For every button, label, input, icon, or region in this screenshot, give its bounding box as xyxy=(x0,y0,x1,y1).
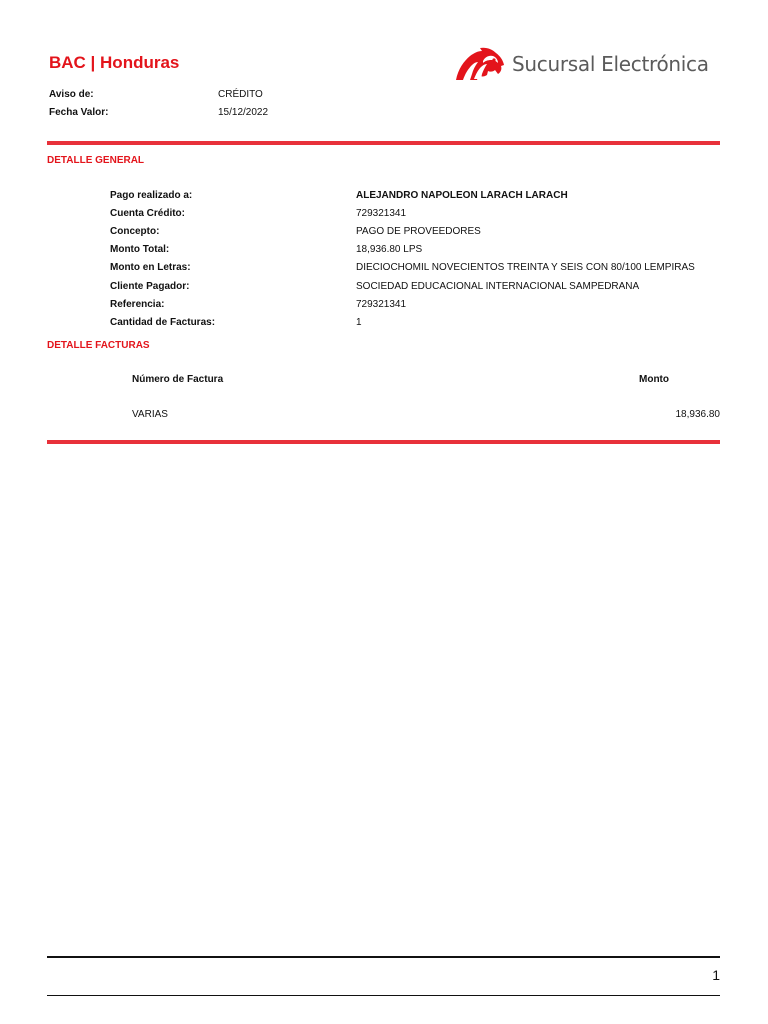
detail-value: 1 xyxy=(356,317,362,328)
detalle-facturas-title: DETALLE FACTURAS xyxy=(47,340,150,351)
detail-label: Monto Total: xyxy=(110,244,170,255)
detail-value: DIECIOCHOMIL NOVECIENTOS TREINTA Y SEIS CON 80/100 LEMPIRAS xyxy=(356,262,695,273)
detail-label: Monto en Letras: xyxy=(110,262,191,273)
aviso-label: Aviso de: xyxy=(49,89,94,100)
detail-row-concepto xyxy=(110,226,720,240)
detail-value: 729321341 xyxy=(356,299,407,310)
brand-title: BAC | Honduras xyxy=(49,53,180,72)
footer-top-line xyxy=(47,956,720,958)
detail-label: Referencia: xyxy=(110,299,165,310)
detail-label: Cantidad de Facturas: xyxy=(110,317,216,328)
aviso-value: CRÉDITO xyxy=(218,89,263,100)
detail-label: Cuenta Crédito: xyxy=(110,208,185,219)
detail-value: 18,936.80 LPS xyxy=(356,244,423,255)
fecha-valor-label: Fecha Valor: xyxy=(49,107,109,118)
top-divider xyxy=(47,141,720,145)
detalle-general-title: DETALLE GENERAL xyxy=(47,155,145,166)
invoice-amount-cell: 18,936.80 xyxy=(675,409,720,420)
detail-row-cuenta xyxy=(110,208,720,222)
fecha-valor-value: 15/12/2022 xyxy=(218,107,269,118)
detail-value: PAGO DE PROVEEDORES xyxy=(356,226,481,237)
detail-row-monto-letras xyxy=(110,262,720,276)
detail-value: SOCIEDAD EDUCACIONAL INTERNACIONAL SAMPEDRANA xyxy=(356,281,640,292)
page-number: 1 xyxy=(712,967,720,983)
detail-row-referencia xyxy=(110,299,720,313)
bottom-divider xyxy=(47,440,720,444)
detail-row-cantidad xyxy=(110,317,720,331)
detail-row-monto-total xyxy=(110,244,720,258)
footer-bottom-line xyxy=(47,995,720,996)
detail-row-cliente xyxy=(110,281,720,295)
column-header-monto: Monto xyxy=(639,374,669,385)
detail-label: Pago realizado a: xyxy=(110,190,193,201)
invoice-number-cell: VARIAS xyxy=(132,409,168,420)
detail-row-pago xyxy=(110,190,720,204)
detail-label: Cliente Pagador: xyxy=(110,281,190,292)
column-header-numero-factura: Número de Factura xyxy=(132,374,224,385)
logo-text: Sucursal Electrónica xyxy=(512,52,709,76)
detail-label: Concepto: xyxy=(110,226,160,237)
detail-value: 729321341 xyxy=(356,208,407,219)
sucursal-electronica-logo xyxy=(454,47,709,81)
lion-icon xyxy=(454,47,506,81)
detail-value: ALEJANDRO NAPOLEON LARACH LARACH xyxy=(356,190,568,201)
